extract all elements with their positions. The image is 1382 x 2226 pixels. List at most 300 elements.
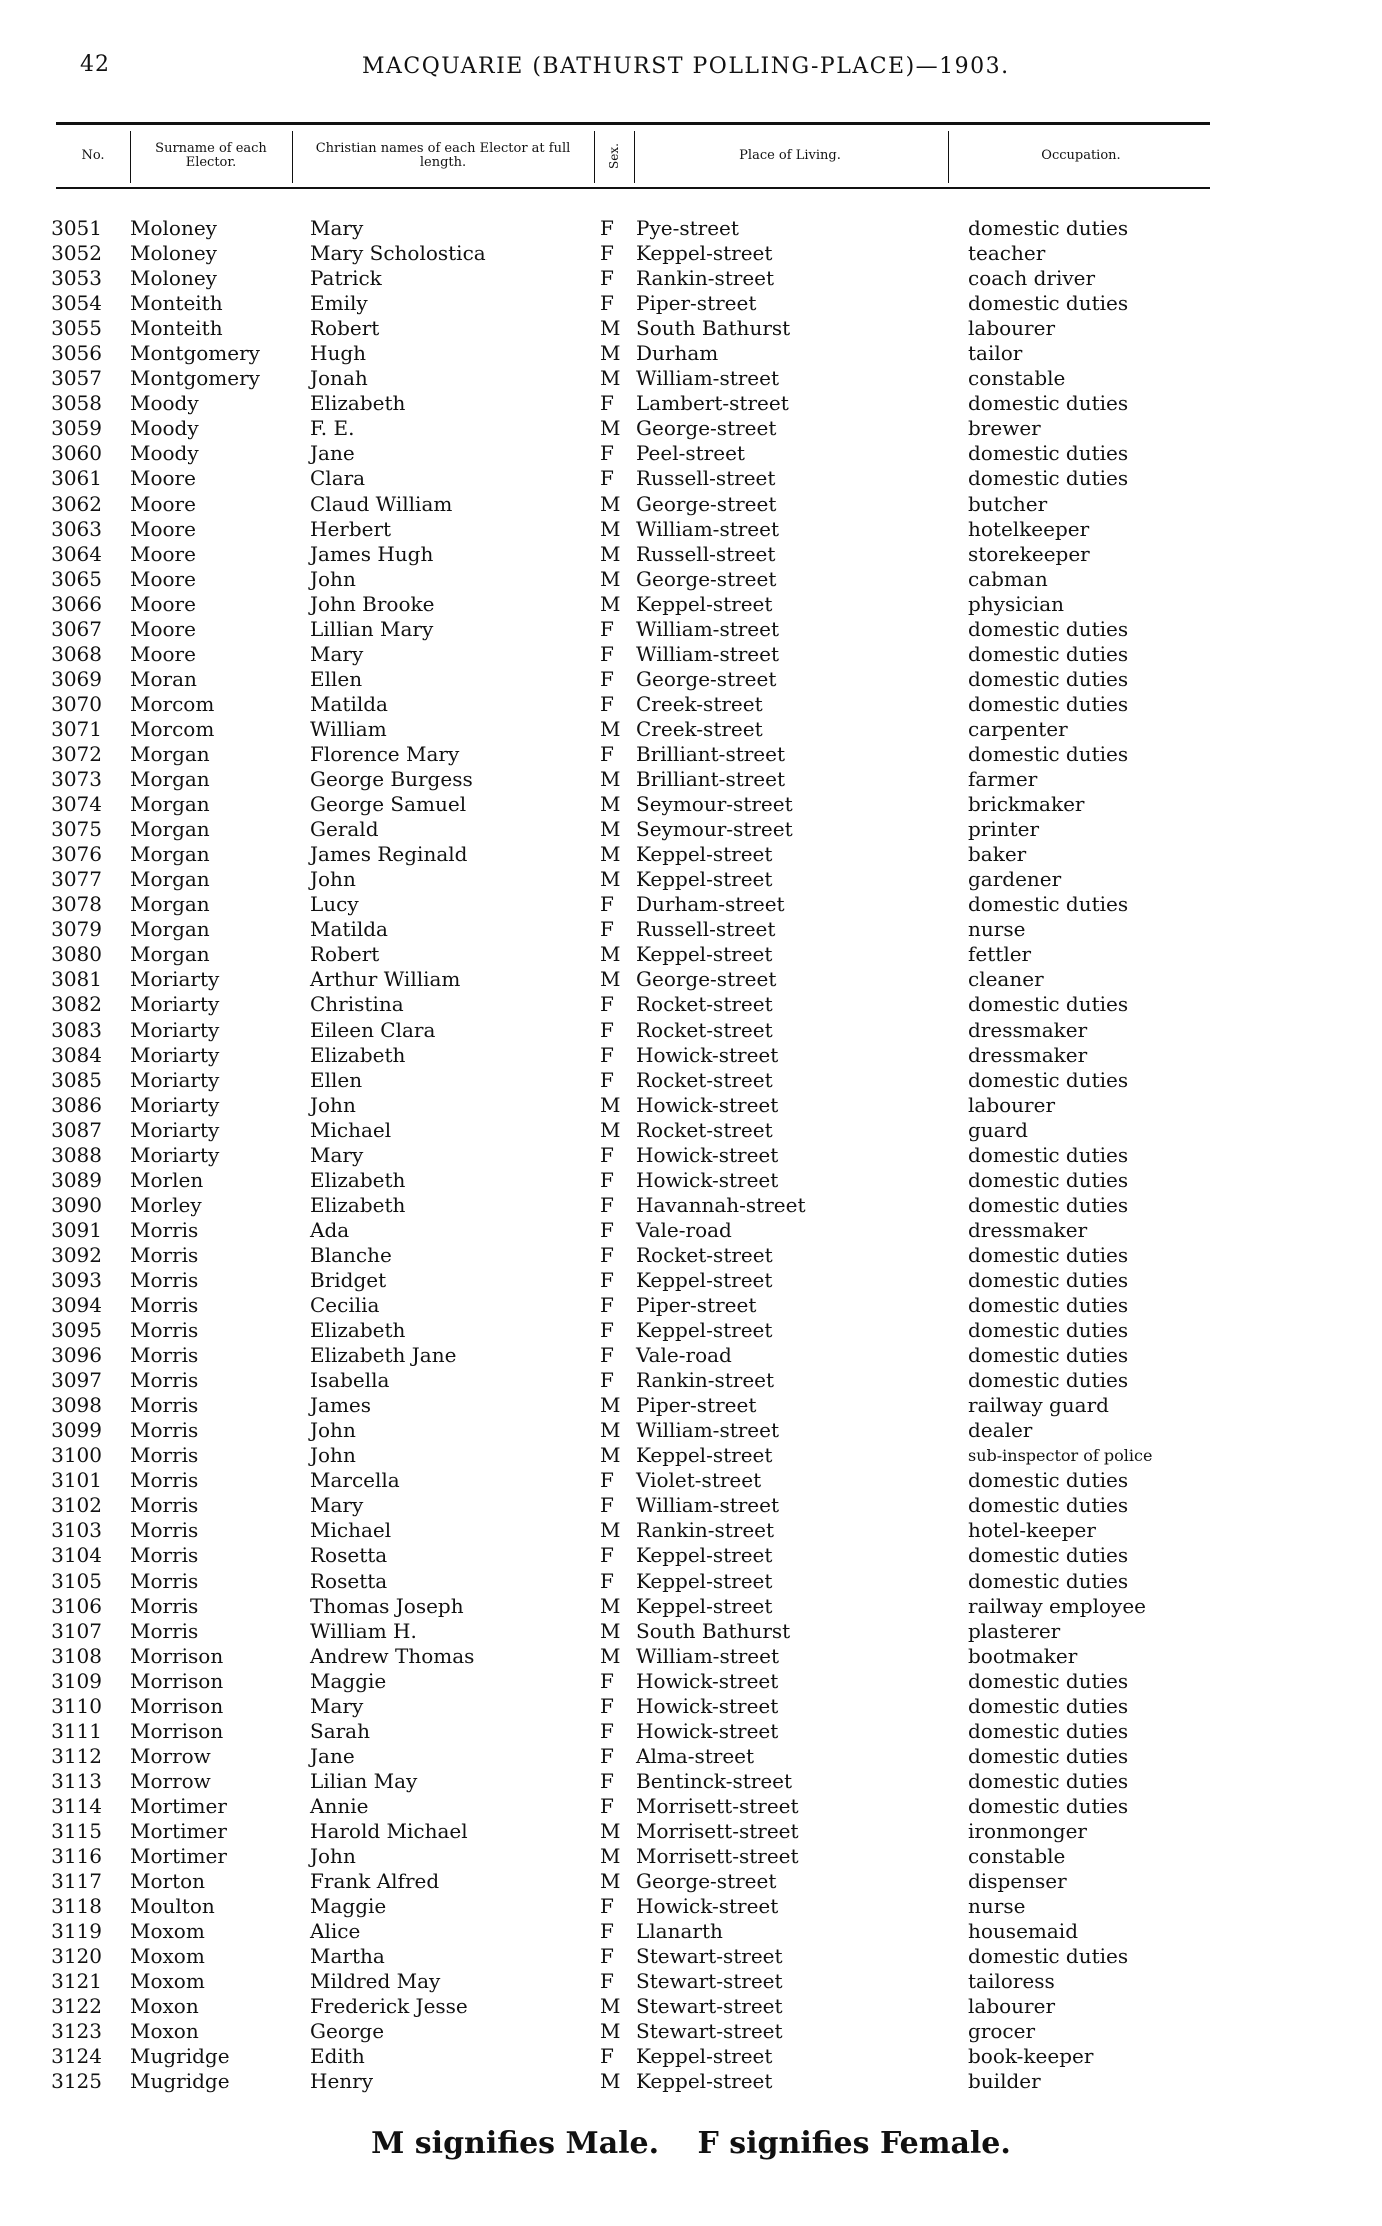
cell-sex: F (600, 1242, 614, 1267)
table-row (0, 1218, 1382, 1243)
cell-occupation: labourer (968, 1994, 1056, 2019)
header-place-of-living: Place of Living. (739, 148, 841, 163)
cell-occupation: domestic duties (968, 616, 1129, 641)
cell-place: William-street (636, 516, 780, 541)
cell-christian: Mary (310, 1693, 364, 1718)
cell-place: Havannah-street (636, 1192, 806, 1217)
cell-occupation: constable (968, 366, 1066, 391)
cell-sex: F (600, 1142, 614, 1167)
cell-occupation: domestic duties (968, 1568, 1129, 1593)
cell-christian: Elizabeth (310, 1167, 406, 1192)
cell-sex: M (600, 1418, 621, 1443)
cell-christian: John (310, 1092, 356, 1117)
cell-surname: Moxom (130, 1969, 205, 1994)
cell-occupation: dealer (968, 1418, 1033, 1443)
cell-surname: Morley (130, 1192, 202, 1217)
cell-no: 3103 (51, 1518, 102, 1543)
cell-place: Morrisett-street (636, 1819, 799, 1843)
table-row (0, 1118, 1382, 1143)
cell-christian: Ada (310, 1217, 350, 1242)
cell-surname: Mortimer (130, 1844, 227, 1869)
cell-sex: F (600, 291, 614, 316)
cell-sex: M (600, 316, 621, 341)
cell-place: Rankin-street (636, 1518, 775, 1543)
cell-no: 3081 (51, 967, 102, 992)
cell-christian: Frederick Jesse (310, 1994, 468, 2019)
cell-occupation: farmer (968, 767, 1038, 792)
cell-sex: M (600, 1593, 621, 1618)
cell-sex: M (600, 2019, 621, 2044)
cell-sex: M (600, 1117, 621, 1142)
cell-occupation: domestic duties (968, 1493, 1129, 1518)
cell-place: Llanarth (636, 1919, 723, 1944)
cell-sex: F (600, 391, 614, 416)
cell-christian: Elizabeth (310, 1318, 406, 1343)
cell-sex: F (600, 1568, 614, 1593)
cell-surname: Morris (130, 1418, 199, 1443)
cell-sex: F (600, 641, 614, 666)
cell-surname: Moxon (130, 1994, 199, 2019)
cell-surname: Moody (130, 416, 199, 441)
cell-occupation: domestic duties (968, 1543, 1129, 1568)
cell-surname: Moriarty (130, 1017, 220, 1042)
cell-sex: F (600, 741, 614, 766)
cell-no: 3096 (51, 1343, 102, 1368)
cell-christian: John (310, 566, 356, 591)
table-row (0, 1594, 1382, 1619)
cell-occupation: tailoress (968, 1969, 1055, 1994)
cell-place: William-street (636, 616, 780, 641)
cell-occupation: domestic duties (968, 666, 1129, 691)
cell-surname: Morton (130, 1869, 206, 1894)
table-row (0, 867, 1382, 892)
table-row (0, 642, 1382, 667)
cell-no: 3099 (51, 1418, 102, 1443)
cell-no: 3090 (51, 1192, 102, 1217)
cell-occupation: domestic duties (968, 1167, 1129, 1192)
cell-surname: Morrison (130, 1643, 224, 1668)
cell-surname: Morlen (130, 1167, 204, 1192)
table-row (0, 617, 1382, 642)
table-row (0, 667, 1382, 692)
cell-surname: Morgan (130, 942, 210, 967)
cell-occupation: nurse (968, 917, 1026, 942)
table-row (0, 216, 1382, 241)
cell-surname: Moody (130, 391, 199, 416)
cell-no: 3094 (51, 1293, 102, 1318)
cell-occupation: domestic duties (968, 1743, 1129, 1768)
cell-surname: Morris (130, 1618, 199, 1643)
cell-no: 3102 (51, 1493, 102, 1518)
cell-surname: Morris (130, 1242, 199, 1267)
cell-christian: Cecilia (310, 1293, 380, 1318)
cell-christian: John (310, 1418, 356, 1443)
cell-christian: Rosetta (310, 1568, 388, 1593)
header-occupation: Occupation. (1041, 148, 1121, 163)
cell-christian: Lillian Mary (310, 616, 434, 641)
cell-christian: Robert (310, 316, 380, 341)
cell-place: Howick-street (636, 1693, 779, 1718)
cell-occupation: bootmaker (968, 1643, 1078, 1668)
cell-surname: Moore (130, 491, 196, 516)
cell-surname: Moriarty (130, 967, 220, 992)
cell-sex: F (600, 1042, 614, 1067)
cell-surname: Mugridge (130, 2069, 230, 2094)
cell-surname: Morris (130, 1593, 199, 1618)
cell-sex: F (600, 992, 614, 1017)
cell-no: 3124 (51, 2044, 102, 2069)
cell-no: 3095 (51, 1318, 102, 1343)
cell-christian: Martha (310, 1944, 385, 1969)
cell-christian: George Samuel (310, 792, 467, 817)
cell-surname: Morris (130, 1343, 199, 1368)
cell-christian: Florence Mary (310, 741, 460, 766)
cell-no: 3091 (51, 1217, 102, 1242)
table-row (0, 1293, 1382, 1318)
cell-surname: Morris (130, 1267, 199, 1292)
cell-place: William-street (636, 1418, 780, 1443)
elector-rows (0, 216, 1382, 2095)
cell-occupation: domestic duties (968, 892, 1129, 917)
cell-surname: Morris (130, 1543, 199, 1568)
cell-sex: M (600, 1844, 621, 1869)
cell-sex: M (600, 1643, 621, 1668)
cell-occupation: butcher (968, 491, 1048, 516)
cell-place: Rocket-street (636, 992, 773, 1017)
cell-christian: William H. (310, 1618, 417, 1643)
cell-christian: Lilian May (310, 1768, 418, 1793)
cell-christian: Patrick (310, 266, 382, 291)
cell-surname: Moore (130, 641, 196, 666)
cell-no: 3121 (51, 1969, 102, 1994)
cell-occupation: domestic duties (968, 1267, 1129, 1292)
cell-sex: M (600, 341, 621, 366)
cell-christian: Marcella (310, 1468, 400, 1493)
cell-surname: Morrison (130, 1718, 224, 1743)
cell-no: 3053 (51, 266, 102, 291)
cell-no: 3123 (51, 2019, 102, 2044)
cell-place: Brilliant-street (636, 741, 786, 766)
cell-surname: Morgan (130, 767, 210, 792)
cell-occupation: plasterer (968, 1618, 1061, 1643)
cell-no: 3061 (51, 466, 102, 491)
cell-place: Piper-street (636, 291, 757, 316)
cell-sex: M (600, 516, 621, 541)
cell-surname: Mugridge (130, 2044, 230, 2069)
cell-surname: Moore (130, 541, 196, 566)
cell-christian: John Brooke (310, 591, 435, 616)
table-row (0, 1268, 1382, 1293)
cell-place: Keppel-street (636, 842, 773, 867)
cell-surname: Morris (130, 1468, 199, 1493)
cell-no: 3082 (51, 992, 102, 1017)
cell-place: Stewart-street (636, 2019, 783, 2044)
cell-place: Keppel-street (636, 942, 773, 967)
cell-place: Keppel-street (636, 2069, 773, 2094)
cell-christian: Christina (310, 992, 404, 1017)
cell-surname: Morgan (130, 867, 210, 892)
cell-christian: Elizabeth (310, 1192, 406, 1217)
cell-surname: Morgan (130, 842, 210, 867)
cell-sex: M (600, 1518, 621, 1543)
cell-surname: Montgomery (130, 341, 260, 366)
page-title: MACQUARIE (BATHURST POLLING-PLACE)—1903. (362, 54, 1010, 79)
cell-place: George-street (636, 967, 777, 992)
cell-surname: Moriarty (130, 1067, 220, 1092)
cell-sex: M (600, 1994, 621, 2019)
cell-sex: M (600, 1092, 621, 1117)
cell-sex: M (600, 792, 621, 817)
cell-surname: Morgan (130, 792, 210, 817)
cell-christian: George (310, 2019, 385, 2044)
cell-christian: Thomas Joseph (310, 1593, 464, 1618)
table-row (0, 241, 1382, 266)
cell-surname: Moriarty (130, 1042, 220, 1067)
cell-christian: John (310, 867, 356, 892)
cell-no: 3062 (51, 491, 102, 516)
cell-occupation: domestic duties (968, 1368, 1129, 1393)
table-row (0, 1794, 1382, 1819)
cell-place: Rankin-street (636, 266, 775, 291)
cell-surname: Morrison (130, 1693, 224, 1718)
cell-occupation: domestic duties (968, 291, 1129, 316)
cell-christian: Arthur William (310, 967, 461, 992)
cell-no: 3067 (51, 616, 102, 641)
cell-place: Stewart-street (636, 1969, 783, 1994)
cell-surname: Morris (130, 1518, 199, 1543)
cell-surname: Moran (130, 666, 197, 691)
cell-sex: F (600, 1944, 614, 1969)
cell-place: Peel-street (636, 441, 745, 466)
cell-sex: M (600, 967, 621, 992)
cell-christian: Jane (310, 1743, 355, 1768)
cell-surname: Moriarty (130, 992, 220, 1017)
cell-surname: Moore (130, 466, 196, 491)
cell-christian: Mary (310, 1142, 364, 1167)
cell-place: George-street (636, 491, 777, 516)
table-row (0, 842, 1382, 867)
cell-sex: M (600, 541, 621, 566)
cell-place: Morrisett-street (636, 1793, 799, 1818)
table-row (0, 1543, 1382, 1568)
cell-surname: Moloney (130, 266, 217, 291)
table-row (0, 1318, 1382, 1343)
cell-occupation: dressmaker (968, 1017, 1088, 1042)
cell-surname: Moore (130, 616, 196, 641)
cell-surname: Morgan (130, 892, 210, 917)
cell-place: Rankin-street (636, 1368, 775, 1393)
table-row (0, 1018, 1382, 1043)
cell-christian: Michael (310, 1117, 392, 1142)
cell-christian: Claud William (310, 491, 453, 516)
cell-surname: Morris (130, 1493, 199, 1518)
table-row (0, 466, 1382, 491)
cell-occupation: domestic duties (968, 741, 1129, 766)
cell-christian: Elizabeth (310, 1042, 406, 1067)
cell-christian: Maggie (310, 1894, 387, 1919)
cell-occupation: domestic duties (968, 1693, 1129, 1718)
cell-christian: Clara (310, 466, 366, 491)
cell-place: Vale-road (636, 1343, 732, 1368)
cell-no: 3060 (51, 441, 102, 466)
cell-surname: Moody (130, 441, 199, 466)
cell-place: Rocket-street (636, 1017, 773, 1042)
cell-sex: M (600, 1869, 621, 1894)
cell-place: Keppel-street (636, 591, 773, 616)
cell-sex: M (600, 1618, 621, 1643)
cell-occupation: brewer (968, 416, 1041, 441)
table-row (0, 316, 1382, 341)
cell-surname: Moriarty (130, 1092, 220, 1117)
cell-place: Keppel-street (636, 2044, 773, 2069)
cell-sex: M (600, 1819, 621, 1843)
cell-surname: Morris (130, 1368, 199, 1393)
cell-occupation: domestic duties (968, 1343, 1129, 1368)
table-row (0, 817, 1382, 842)
cell-christian: Mary Scholostica (310, 241, 486, 266)
table-row (0, 567, 1382, 592)
cell-place: Howick-street (636, 1142, 779, 1167)
table-row (0, 1694, 1382, 1719)
cell-no: 3071 (51, 716, 102, 741)
cell-sex: M (600, 591, 621, 616)
table-row (0, 366, 1382, 391)
cell-christian: Herbert (310, 516, 392, 541)
cell-no: 3057 (51, 366, 102, 391)
cell-occupation: dressmaker (968, 1217, 1088, 1242)
cell-place: Brilliant-street (636, 767, 786, 792)
cell-place: Piper-street (636, 1393, 757, 1418)
cell-sex: F (600, 1668, 614, 1693)
cell-place: Russell-street (636, 466, 776, 491)
table-row (0, 1944, 1382, 1969)
cell-occupation: domestic duties (968, 441, 1129, 466)
cell-occupation: domestic duties (968, 691, 1129, 716)
cell-sex: M (600, 416, 621, 441)
cell-christian: Mary (310, 1493, 364, 1518)
cell-christian: Rosetta (310, 1543, 388, 1568)
cell-place: Howick-street (636, 1894, 779, 1919)
cell-occupation: fettler (968, 942, 1032, 967)
cell-sex: F (600, 691, 614, 716)
cell-no: 3107 (51, 1618, 102, 1643)
cell-occupation: hotelkeeper (968, 516, 1090, 541)
cell-no: 3073 (51, 767, 102, 792)
cell-sex: F (600, 917, 614, 942)
cell-surname: Mortimer (130, 1819, 227, 1843)
cell-christian: F. E. (310, 416, 355, 441)
cell-sex: F (600, 892, 614, 917)
cell-occupation: domestic duties (968, 391, 1129, 416)
table-row (0, 917, 1382, 942)
cell-surname: Morris (130, 1393, 199, 1418)
cell-surname: Moore (130, 516, 196, 541)
cell-surname: Monteith (130, 291, 223, 316)
table-row (0, 1744, 1382, 1769)
cell-occupation: tailor (968, 341, 1023, 366)
cell-christian: Isabella (310, 1368, 390, 1393)
cell-no: 3054 (51, 291, 102, 316)
cell-no: 3106 (51, 1593, 102, 1618)
cell-place: William-street (636, 1493, 780, 1518)
cell-place: Howick-street (636, 1668, 779, 1693)
cell-occupation: cabman (968, 566, 1048, 591)
cell-occupation: printer (968, 817, 1040, 842)
cell-no: 3112 (51, 1743, 102, 1768)
table-row (0, 1393, 1382, 1418)
cell-place: Morrisett-street (636, 1844, 799, 1869)
cell-no: 3088 (51, 1142, 102, 1167)
cell-christian: Matilda (310, 917, 388, 942)
cell-sex: F (600, 1969, 614, 1994)
cell-sex: F (600, 1267, 614, 1292)
cell-surname: Moriarty (130, 1117, 220, 1142)
cell-surname: Morrow (130, 1743, 211, 1768)
table-row (0, 1468, 1382, 1493)
cell-sex: M (600, 867, 621, 892)
cell-christian: Harold Michael (310, 1819, 468, 1843)
cell-place: Howick-street (636, 1092, 779, 1117)
cell-no: 3113 (51, 1768, 102, 1793)
cell-place: Vale-road (636, 1217, 732, 1242)
header-surname: Surname of each Elector. (155, 141, 267, 170)
cell-surname: Morris (130, 1293, 199, 1318)
table-row (0, 1769, 1382, 1794)
cell-no: 3098 (51, 1393, 102, 1418)
cell-occupation: carpenter (968, 716, 1068, 741)
cell-no: 3058 (51, 391, 102, 416)
table-row (0, 1343, 1382, 1368)
cell-no: 3085 (51, 1067, 102, 1092)
cell-christian: Michael (310, 1518, 392, 1543)
cell-occupation: hotel-keeper (968, 1518, 1096, 1543)
cell-sex: M (600, 942, 621, 967)
cell-no: 3092 (51, 1242, 102, 1267)
cell-sex: M (600, 1443, 621, 1468)
table-row (0, 1418, 1382, 1443)
cell-occupation: ironmonger (968, 1819, 1087, 1843)
table-row (0, 542, 1382, 567)
cell-christian: Hugh (310, 341, 367, 366)
table-row (0, 892, 1382, 917)
cell-place: Rocket-street (636, 1067, 773, 1092)
cell-sex: F (600, 1067, 614, 1092)
cell-sex: F (600, 1217, 614, 1242)
cell-occupation: builder (968, 2069, 1041, 2094)
cell-place: Keppel-street (636, 1568, 773, 1593)
cell-surname: Moore (130, 566, 196, 591)
cell-christian: John (310, 1443, 356, 1468)
cell-occupation: domestic duties (968, 1668, 1129, 1693)
cell-place: Howick-street (636, 1718, 779, 1743)
cell-christian: George Burgess (310, 767, 473, 792)
cell-surname: Morrow (130, 1768, 211, 1793)
cell-surname: Monteith (130, 316, 223, 341)
cell-christian: Lucy (310, 892, 359, 917)
table-row (0, 1894, 1382, 1919)
cell-sex: F (600, 1368, 614, 1393)
table-row (0, 1869, 1382, 1894)
cell-no: 3111 (51, 1718, 102, 1743)
cell-no: 3114 (51, 1793, 102, 1818)
table-row (0, 1569, 1382, 1594)
table-row (0, 441, 1382, 466)
cell-no: 3066 (51, 591, 102, 616)
cell-place: Bentinck-street (636, 1768, 793, 1793)
table-row (0, 1644, 1382, 1669)
cell-no: 3059 (51, 416, 102, 441)
cell-place: Keppel-street (636, 867, 773, 892)
